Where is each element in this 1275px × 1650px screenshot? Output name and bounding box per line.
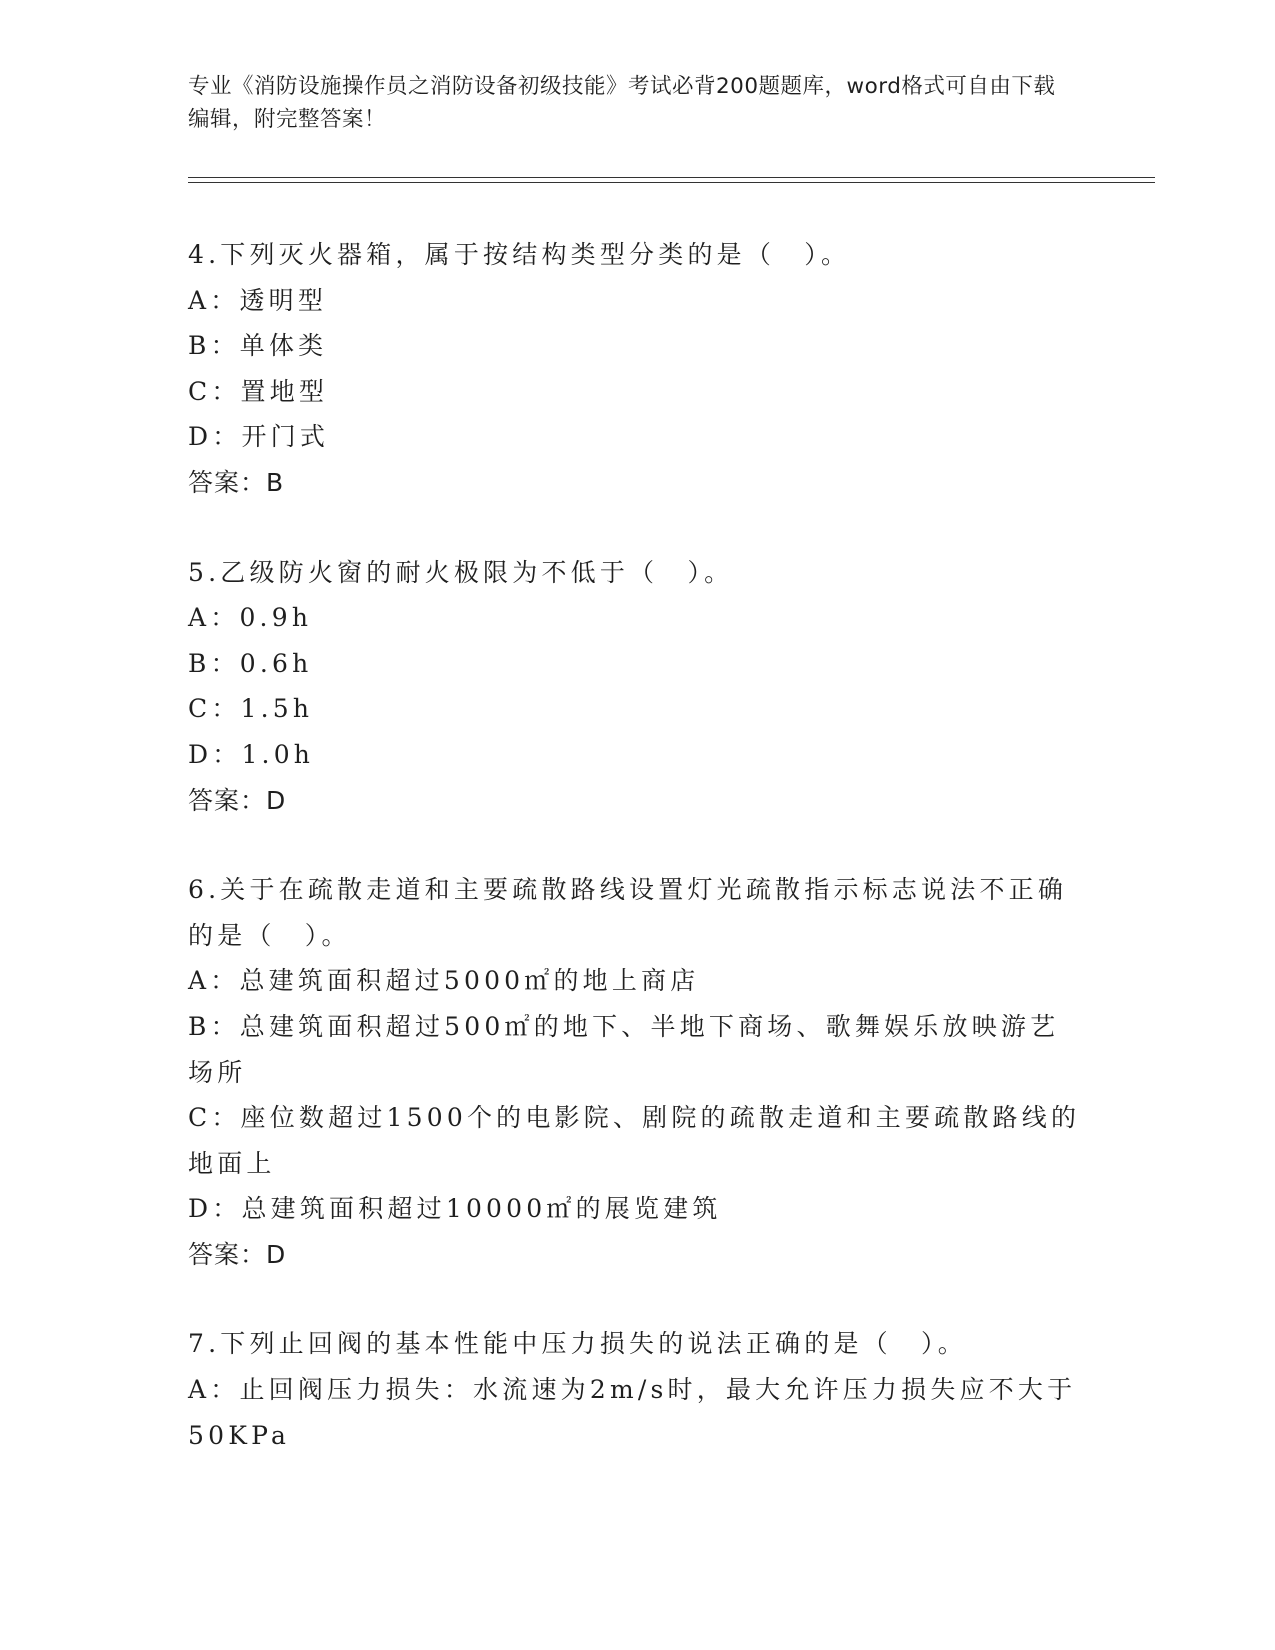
option-c: C：座位数超过1500个的电影院、剧院的疏散走道和主要疏散路线的地面上 <box>188 1103 1081 1178</box>
answer-line: 答案：B <box>188 467 285 497</box>
question-stem: 4.下列灭火器箱，属于按结构类型分类的是（ ）。 <box>188 240 851 269</box>
header-divider-top <box>188 177 1155 178</box>
document-header: 专业《消防设施操作员之消防设备初级技能》考试必背200题题库，word格式可自由下载编辑，附完整答案！ <box>188 74 1056 132</box>
question-7 <box>188 1321 1088 1458</box>
question-stem: 5.乙级防火窗的耐火极限为不低于（ ）。 <box>188 557 734 587</box>
header-divider-bottom <box>188 182 1155 183</box>
option-b: B：总建筑面积超过500㎡的地下、半地下商场、歌舞娱乐放映游艺场所 <box>188 1011 1060 1087</box>
option-d: D：1.0h <box>188 739 315 769</box>
question-4 <box>188 232 1088 506</box>
question-stem: 6.关于在疏散走道和主要疏散路线设置灯光疏散指示标志说法不正确的是（ ）。 <box>188 875 1068 950</box>
option-d: D：总建筑面积超过10000㎡的展览建筑 <box>188 1194 722 1224</box>
option-b: B：0.6h <box>188 648 313 678</box>
option-a: A：透明型 <box>188 285 328 315</box>
option-d: D：开门式 <box>188 422 330 452</box>
answer-line: 答案：D <box>188 1239 287 1269</box>
option-a: A：总建筑面积超过5000㎡的地上商店 <box>188 966 700 996</box>
answer-line: 答案：D <box>188 785 287 815</box>
question-stem: 7.下列止回阀的基本性能中压力损失的说法正确的是（ ）。 <box>188 1329 967 1359</box>
option-a: A：止回阀压力损失：水流速为2m/s时，最大允许压力损失应不大于50KPa <box>188 1375 1077 1450</box>
option-c: C：置地型 <box>188 376 329 406</box>
question-6 <box>188 867 1088 1277</box>
option-b: B：单体类 <box>188 331 328 361</box>
option-c: C：1.5h <box>188 694 314 724</box>
question-5 <box>188 550 1088 824</box>
question-list <box>188 232 1088 1502</box>
option-a: A：0.9h <box>188 603 313 633</box>
